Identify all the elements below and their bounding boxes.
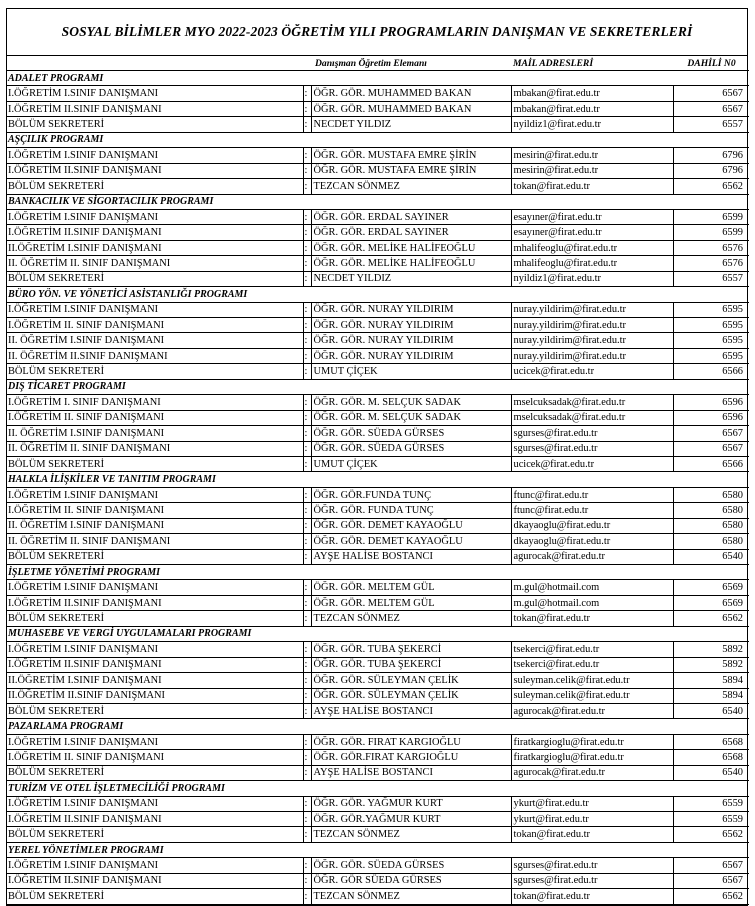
email-cell: agurocak@firat.edu.tr bbox=[511, 703, 673, 718]
role-cell: I.ÖĞRETİM II.SINIF DANIŞMANI bbox=[7, 812, 303, 827]
role-cell: BÖLÜM SEKRETERİ bbox=[7, 456, 303, 471]
email-cell: mhalifeoglu@firat.edu.tr bbox=[511, 240, 673, 255]
program-name: PAZARLAMA PROGRAMI bbox=[7, 719, 749, 734]
staff-name-cell: ÖĞR. GÖR. MELTEM GÜL bbox=[311, 580, 511, 595]
separator-cell: : bbox=[303, 395, 311, 410]
email-cell: firatkargioglu@firat.edu.tr bbox=[511, 734, 673, 749]
separator-cell: : bbox=[303, 487, 311, 502]
table-row bbox=[7, 179, 749, 194]
role-cell: II. ÖĞRETİM I.SINIF DANIŞMANI bbox=[7, 426, 303, 441]
separator-cell: : bbox=[303, 302, 311, 317]
extension-cell: 6576 bbox=[673, 256, 749, 271]
email-cell: ftunc@firat.edu.tr bbox=[511, 503, 673, 518]
role-cell: I.ÖĞRETİM I.SINIF DANIŞMANI bbox=[7, 487, 303, 502]
table-row bbox=[7, 364, 749, 379]
separator-cell: : bbox=[303, 580, 311, 595]
table-row bbox=[7, 410, 749, 425]
separator-cell: : bbox=[303, 595, 311, 610]
extension-cell: 6567 bbox=[673, 441, 749, 456]
email-cell: nuray.yildirim@firat.edu.tr bbox=[511, 318, 673, 333]
extension-cell: 6567 bbox=[673, 426, 749, 441]
email-cell: sgurses@firat.edu.tr bbox=[511, 858, 673, 873]
email-cell: mselcuksadak@firat.edu.tr bbox=[511, 410, 673, 425]
role-cell: I.ÖĞRETİM II. SINIF DANIŞMANI bbox=[7, 503, 303, 518]
separator-cell: : bbox=[303, 534, 311, 549]
staff-name-cell: AYŞE HALİSE BOSTANCI bbox=[311, 765, 511, 780]
extension-cell: 6562 bbox=[673, 179, 749, 194]
separator-cell: : bbox=[303, 873, 311, 888]
email-cell: agurocak@firat.edu.tr bbox=[511, 765, 673, 780]
staff-name-cell: ÖĞR. GÖR. NURAY YILDIRIM bbox=[311, 333, 511, 348]
extension-cell: 6562 bbox=[673, 611, 749, 626]
table-row bbox=[7, 271, 749, 286]
table-row bbox=[7, 750, 749, 765]
email-cell: mhalifeoglu@firat.edu.tr bbox=[511, 256, 673, 271]
staff-name-cell: ÖĞR. GÖR.YAĞMUR KURT bbox=[311, 812, 511, 827]
staff-name-cell: ÖĞR. GÖR. ERDAL SAYINER bbox=[311, 225, 511, 240]
advisor-table-document bbox=[6, 8, 748, 906]
role-cell: II. ÖĞRETİM I.SINIF DANIŞMANI bbox=[7, 333, 303, 348]
extension-cell: 5892 bbox=[673, 657, 749, 672]
email-cell: nyildiz1@firat.edu.tr bbox=[511, 271, 673, 286]
separator-header bbox=[303, 56, 311, 71]
table-row bbox=[7, 256, 749, 271]
staff-name-cell: ÖĞR. GÖR. ERDAL SAYINER bbox=[311, 209, 511, 224]
separator-cell: : bbox=[303, 101, 311, 116]
extension-cell: 6595 bbox=[673, 348, 749, 363]
email-cell: nyildiz1@firat.edu.tr bbox=[511, 117, 673, 132]
staff-name-cell: TEZCAN SÖNMEZ bbox=[311, 611, 511, 626]
table-row bbox=[7, 487, 749, 502]
staff-name-cell: ÖĞR. GÖR. MUHAMMED BAKAN bbox=[311, 101, 511, 116]
role-cell: I.ÖĞRETİM II.SINIF DANIŞMANI bbox=[7, 873, 303, 888]
separator-cell: : bbox=[303, 117, 311, 132]
role-cell: II. ÖĞRETİM II.SINIF DANIŞMANI bbox=[7, 348, 303, 363]
role-cell: I.ÖĞRETİM II. SINIF DANIŞMANI bbox=[7, 750, 303, 765]
staff-name-cell: ÖĞR. GÖR. TUBA ŞEKERCİ bbox=[311, 642, 511, 657]
separator-cell: : bbox=[303, 611, 311, 626]
role-cell: BÖLÜM SEKRETERİ bbox=[7, 179, 303, 194]
extension-cell: 6567 bbox=[673, 873, 749, 888]
extension-cell: 6566 bbox=[673, 456, 749, 471]
table-row bbox=[7, 549, 749, 564]
program-name: TURİZM VE OTEL İŞLETMECİLİĞİ PROGRAMI bbox=[7, 781, 749, 796]
extension-cell: 6576 bbox=[673, 240, 749, 255]
extension-cell: 6540 bbox=[673, 765, 749, 780]
table-row bbox=[7, 348, 749, 363]
email-cell: tsekerci@firat.edu.tr bbox=[511, 657, 673, 672]
advisor-table bbox=[7, 56, 749, 905]
staff-name-cell: TEZCAN SÖNMEZ bbox=[311, 889, 511, 904]
role-cell: I.ÖĞRETİM I.SINIF DANIŞMANI bbox=[7, 796, 303, 811]
role-cell: II. ÖĞRETİM II. SINIF DANIŞMANI bbox=[7, 534, 303, 549]
table-row bbox=[7, 503, 749, 518]
extension-cell: 6595 bbox=[673, 333, 749, 348]
table-row bbox=[7, 101, 749, 116]
extension-cell: 5892 bbox=[673, 642, 749, 657]
table-row bbox=[7, 318, 749, 333]
role-cell: BÖLÜM SEKRETERİ bbox=[7, 611, 303, 626]
role-cell: I.ÖĞRETİM II.SINIF DANIŞMANI bbox=[7, 225, 303, 240]
table-row bbox=[7, 734, 749, 749]
program-name: ADALET PROGRAMI bbox=[7, 71, 749, 86]
staff-name-cell: ÖĞR. GÖR. SÜEDA GÜRSES bbox=[311, 858, 511, 873]
extension-cell: 6596 bbox=[673, 395, 749, 410]
staff-name-cell: ÖĞR. GÖR. SÜLEYMAN ÇELİK bbox=[311, 673, 511, 688]
staff-name-cell: ÖĞR. GÖR. MELTEM GÜL bbox=[311, 595, 511, 610]
role-cell: I.ÖĞRETİM I.SINIF DANIŞMANI bbox=[7, 858, 303, 873]
program-name: DIŞ TİCARET PROGRAMI bbox=[7, 379, 749, 394]
table-row bbox=[7, 86, 749, 101]
separator-cell: : bbox=[303, 503, 311, 518]
extension-cell: 5894 bbox=[673, 673, 749, 688]
table-row bbox=[7, 688, 749, 703]
table-row bbox=[7, 426, 749, 441]
staff-name-cell: ÖĞR. GÖR. MUSTAFA EMRE ŞİRİN bbox=[311, 148, 511, 163]
email-cell: firatkargioglu@firat.edu.tr bbox=[511, 750, 673, 765]
role-cell: II.ÖĞRETİM I.SINIF DANIŞMANI bbox=[7, 240, 303, 255]
role-cell: BÖLÜM SEKRETERİ bbox=[7, 117, 303, 132]
extension-cell: 6796 bbox=[673, 148, 749, 163]
separator-cell: : bbox=[303, 333, 311, 348]
table-row bbox=[7, 765, 749, 780]
extension-cell: 6580 bbox=[673, 534, 749, 549]
program-heading-row bbox=[7, 781, 749, 796]
email-cell: ucicek@firat.edu.tr bbox=[511, 364, 673, 379]
role-cell: I.ÖĞRETİM II. SINIF DANIŞMANI bbox=[7, 410, 303, 425]
staff-name-cell: ÖĞR. GÖR. NURAY YILDIRIM bbox=[311, 348, 511, 363]
advisor-header: Danışman Öğretim Elemanı bbox=[311, 56, 511, 71]
separator-cell: : bbox=[303, 456, 311, 471]
extension-cell: 6599 bbox=[673, 209, 749, 224]
separator-cell: : bbox=[303, 889, 311, 904]
program-heading-row bbox=[7, 379, 749, 394]
email-cell: sgurses@firat.edu.tr bbox=[511, 426, 673, 441]
role-cell: BÖLÜM SEKRETERİ bbox=[7, 889, 303, 904]
staff-name-cell: ÖĞR. GÖR. SÜEDA GÜRSES bbox=[311, 426, 511, 441]
role-cell: I.ÖĞRETİM I.SINIF DANIŞMANI bbox=[7, 580, 303, 595]
email-cell: mbakan@firat.edu.tr bbox=[511, 101, 673, 116]
separator-cell: : bbox=[303, 812, 311, 827]
program-heading-row bbox=[7, 132, 749, 147]
staff-name-cell: UMUT ÇİÇEK bbox=[311, 364, 511, 379]
role-cell: II.ÖĞRETİM II.SINIF DANIŞMANI bbox=[7, 688, 303, 703]
role-cell: BÖLÜM SEKRETERİ bbox=[7, 549, 303, 564]
staff-name-cell: ÖĞR. GÖR. YAĞMUR KURT bbox=[311, 796, 511, 811]
separator-cell: : bbox=[303, 642, 311, 657]
separator-cell: : bbox=[303, 225, 311, 240]
separator-cell: : bbox=[303, 348, 311, 363]
extension-cell: 6559 bbox=[673, 812, 749, 827]
staff-name-cell: ÖĞR. GÖR. TUBA ŞEKERCİ bbox=[311, 657, 511, 672]
staff-name-cell: NECDET YILDIZ bbox=[311, 117, 511, 132]
table-row bbox=[7, 812, 749, 827]
table-row bbox=[7, 703, 749, 718]
staff-name-cell: ÖĞR. GÖR. DEMET KAYAOĞLU bbox=[311, 518, 511, 533]
table-row bbox=[7, 456, 749, 471]
separator-cell: : bbox=[303, 688, 311, 703]
email-cell: tokan@firat.edu.tr bbox=[511, 827, 673, 842]
program-name: MUHASEBE VE VERGİ UYGULAMALARI PROGRAMI bbox=[7, 626, 749, 641]
email-cell: nuray.yildirim@firat.edu.tr bbox=[511, 302, 673, 317]
table-row bbox=[7, 518, 749, 533]
role-cell: I.ÖĞRETİM I.SINIF DANIŞMANI bbox=[7, 734, 303, 749]
staff-name-cell: ÖĞR. GÖR. NURAY YILDIRIM bbox=[311, 318, 511, 333]
extension-cell: 6540 bbox=[673, 549, 749, 564]
table-header-row bbox=[7, 56, 749, 71]
email-cell: ykurt@firat.edu.tr bbox=[511, 796, 673, 811]
separator-cell: : bbox=[303, 426, 311, 441]
email-cell: mesirin@firat.edu.tr bbox=[511, 148, 673, 163]
email-cell: esayıner@firat.edu.tr bbox=[511, 209, 673, 224]
role-header bbox=[7, 56, 303, 71]
staff-name-cell: UMUT ÇİÇEK bbox=[311, 456, 511, 471]
role-cell: I.ÖĞRETİM II.SINIF DANIŞMANI bbox=[7, 595, 303, 610]
table-row bbox=[7, 333, 749, 348]
extension-cell: 6540 bbox=[673, 703, 749, 718]
staff-name-cell: ÖĞR. GÖR. M. SELÇUK SADAK bbox=[311, 410, 511, 425]
staff-name-cell: ÖĞR. GÖR. SÜLEYMAN ÇELİK bbox=[311, 688, 511, 703]
extension-cell: 6599 bbox=[673, 225, 749, 240]
separator-cell: : bbox=[303, 256, 311, 271]
extension-cell: 6566 bbox=[673, 364, 749, 379]
staff-name-cell: AYŞE HALİSE BOSTANCI bbox=[311, 549, 511, 564]
role-cell: I.ÖĞRETİM I.SINIF DANIŞMANI bbox=[7, 86, 303, 101]
table-row bbox=[7, 611, 749, 626]
table-row bbox=[7, 240, 749, 255]
program-name: İŞLETME YÖNETİMİ PROGRAMI bbox=[7, 565, 749, 580]
role-cell: I.ÖĞRETİM II.SINIF DANIŞMANI bbox=[7, 101, 303, 116]
extension-cell: 6580 bbox=[673, 487, 749, 502]
email-cell: tokan@firat.edu.tr bbox=[511, 179, 673, 194]
staff-name-cell: NECDET YILDIZ bbox=[311, 271, 511, 286]
staff-name-cell: ÖĞR. GÖR. M. SELÇUK SADAK bbox=[311, 395, 511, 410]
document-title: SOSYAL BİLİMLER MYO 2022-2023 ÖĞRETİM YILI PROGRAMLARIN DANIŞMAN VE SEKRETERLERİ bbox=[7, 9, 747, 56]
extension-cell: 6562 bbox=[673, 827, 749, 842]
email-cell: m.gul@hotmail.com bbox=[511, 595, 673, 610]
separator-cell: : bbox=[303, 318, 311, 333]
role-cell: BÖLÜM SEKRETERİ bbox=[7, 364, 303, 379]
extension-cell: 6568 bbox=[673, 750, 749, 765]
staff-name-cell: ÖĞR. GÖR.FIRAT KARGIOĞLU bbox=[311, 750, 511, 765]
email-cell: nuray.yildirim@firat.edu.tr bbox=[511, 348, 673, 363]
email-cell: agurocak@firat.edu.tr bbox=[511, 549, 673, 564]
program-name: BANKACILIK VE SİGORTACILIK PROGRAMI bbox=[7, 194, 749, 209]
table-row bbox=[7, 534, 749, 549]
separator-cell: : bbox=[303, 703, 311, 718]
separator-cell: : bbox=[303, 765, 311, 780]
staff-name-cell: TEZCAN SÖNMEZ bbox=[311, 827, 511, 842]
program-heading-row bbox=[7, 472, 749, 487]
role-cell: BÖLÜM SEKRETERİ bbox=[7, 703, 303, 718]
role-cell: BÖLÜM SEKRETERİ bbox=[7, 271, 303, 286]
role-cell: BÖLÜM SEKRETERİ bbox=[7, 827, 303, 842]
table-row bbox=[7, 827, 749, 842]
separator-cell: : bbox=[303, 657, 311, 672]
extension-cell: 6568 bbox=[673, 734, 749, 749]
mail-header: MAİL ADRESLERİ bbox=[511, 56, 673, 71]
program-name: HALKLA İLİŞKİLER VE TANITIM PROGRAMI bbox=[7, 472, 749, 487]
separator-cell: : bbox=[303, 410, 311, 425]
extension-cell: 6569 bbox=[673, 595, 749, 610]
email-cell: m.gul@hotmail.com bbox=[511, 580, 673, 595]
separator-cell: : bbox=[303, 549, 311, 564]
email-cell: nuray.yildirim@firat.edu.tr bbox=[511, 333, 673, 348]
role-cell: I.ÖĞRETİM I.SINIF DANIŞMANI bbox=[7, 302, 303, 317]
program-heading-row bbox=[7, 719, 749, 734]
email-cell: mselcuksadak@firat.edu.tr bbox=[511, 395, 673, 410]
email-cell: ykurt@firat.edu.tr bbox=[511, 812, 673, 827]
role-cell: II. ÖĞRETİM II. SINIF DANIŞMANI bbox=[7, 441, 303, 456]
table-row bbox=[7, 642, 749, 657]
email-cell: esayıner@firat.edu.tr bbox=[511, 225, 673, 240]
separator-cell: : bbox=[303, 240, 311, 255]
table-row bbox=[7, 858, 749, 873]
extension-cell: 6557 bbox=[673, 117, 749, 132]
role-cell: I.ÖĞRETİM I. SINIF DANIŞMANI bbox=[7, 395, 303, 410]
table-row bbox=[7, 673, 749, 688]
table-row bbox=[7, 580, 749, 595]
extension-cell: 6596 bbox=[673, 410, 749, 425]
staff-name-cell: ÖĞR. GÖR.FUNDA TUNÇ bbox=[311, 487, 511, 502]
separator-cell: : bbox=[303, 364, 311, 379]
staff-name-cell: AYŞE HALİSE BOSTANCI bbox=[311, 703, 511, 718]
program-heading-row bbox=[7, 194, 749, 209]
staff-name-cell: ÖĞR. GÖR. DEMET KAYAOĞLU bbox=[311, 534, 511, 549]
email-cell: suleyman.celik@firat.edu.tr bbox=[511, 673, 673, 688]
program-name: BÜRO YÖN. VE YÖNETİCİ ASİSTANLIĞI PROGRAMI bbox=[7, 287, 749, 302]
table-row bbox=[7, 657, 749, 672]
email-cell: dkayaoglu@firat.edu.tr bbox=[511, 518, 673, 533]
email-cell: mesirin@firat.edu.tr bbox=[511, 163, 673, 178]
separator-cell: : bbox=[303, 673, 311, 688]
separator-cell: : bbox=[303, 179, 311, 194]
extension-cell: 6567 bbox=[673, 858, 749, 873]
extension-cell: 6562 bbox=[673, 889, 749, 904]
program-heading-row bbox=[7, 565, 749, 580]
extension-cell: 6569 bbox=[673, 580, 749, 595]
email-cell: tsekerci@firat.edu.tr bbox=[511, 642, 673, 657]
extension-cell: 6567 bbox=[673, 101, 749, 116]
table-row bbox=[7, 302, 749, 317]
table-row bbox=[7, 395, 749, 410]
staff-name-cell: ÖĞR. GÖR. MELİKE HALİFEOĞLU bbox=[311, 256, 511, 271]
role-cell: I.ÖĞRETİM II.SINIF DANIŞMANI bbox=[7, 163, 303, 178]
extension-cell: 6595 bbox=[673, 302, 749, 317]
staff-name-cell: ÖĞR. GÖR. MELİKE HALİFEOĞLU bbox=[311, 240, 511, 255]
program-heading-row bbox=[7, 287, 749, 302]
email-cell: sgurses@firat.edu.tr bbox=[511, 441, 673, 456]
extension-cell: 6557 bbox=[673, 271, 749, 286]
table-row bbox=[7, 117, 749, 132]
program-name: AŞÇILIK PROGRAMI bbox=[7, 132, 749, 147]
staff-name-cell: ÖĞR. GÖR. MUSTAFA EMRE ŞİRİN bbox=[311, 163, 511, 178]
role-cell: II.ÖĞRETİM I.SINIF DANIŞMANI bbox=[7, 673, 303, 688]
separator-cell: : bbox=[303, 86, 311, 101]
table-row bbox=[7, 209, 749, 224]
separator-cell: : bbox=[303, 518, 311, 533]
program-heading-row bbox=[7, 842, 749, 857]
separator-cell: : bbox=[303, 734, 311, 749]
table-row bbox=[7, 148, 749, 163]
extension-cell: 6796 bbox=[673, 163, 749, 178]
table-row bbox=[7, 796, 749, 811]
email-cell: ftunc@firat.edu.tr bbox=[511, 487, 673, 502]
staff-name-cell: ÖĞR. GÖR. FUNDA TUNÇ bbox=[311, 503, 511, 518]
table-row bbox=[7, 595, 749, 610]
extension-cell: 6567 bbox=[673, 86, 749, 101]
extension-cell: 6595 bbox=[673, 318, 749, 333]
role-cell: II. ÖĞRETİM II. SINIF DANIŞMANI bbox=[7, 256, 303, 271]
role-cell: BÖLÜM SEKRETERİ bbox=[7, 765, 303, 780]
extension-cell: 6559 bbox=[673, 796, 749, 811]
extension-header: DAHİLİ N0 bbox=[673, 56, 749, 71]
table-row bbox=[7, 225, 749, 240]
staff-name-cell: ÖĞR. GÖR. FIRAT KARGIOĞLU bbox=[311, 734, 511, 749]
staff-name-cell: ÖĞR. GÖR. MUHAMMED BAKAN bbox=[311, 86, 511, 101]
table-row bbox=[7, 441, 749, 456]
role-cell: I.ÖĞRETİM I.SINIF DANIŞMANI bbox=[7, 148, 303, 163]
separator-cell: : bbox=[303, 796, 311, 811]
separator-cell: : bbox=[303, 148, 311, 163]
email-cell: dkayaoglu@firat.edu.tr bbox=[511, 534, 673, 549]
extension-cell: 6580 bbox=[673, 503, 749, 518]
email-cell: tokan@firat.edu.tr bbox=[511, 611, 673, 626]
extension-cell: 6580 bbox=[673, 518, 749, 533]
separator-cell: : bbox=[303, 441, 311, 456]
separator-cell: : bbox=[303, 163, 311, 178]
table-row bbox=[7, 889, 749, 904]
separator-cell: : bbox=[303, 858, 311, 873]
email-cell: mbakan@firat.edu.tr bbox=[511, 86, 673, 101]
email-cell: suleyman.celik@firat.edu.tr bbox=[511, 688, 673, 703]
email-cell: tokan@firat.edu.tr bbox=[511, 889, 673, 904]
separator-cell: : bbox=[303, 209, 311, 224]
email-cell: sgurses@firat.edu.tr bbox=[511, 873, 673, 888]
staff-name-cell: ÖĞR. GÖR SÜEDA GÜRSES bbox=[311, 873, 511, 888]
staff-name-cell: ÖĞR. GÖR. NURAY YILDIRIM bbox=[311, 302, 511, 317]
program-name: YEREL YÖNETİMLER PROGRAMI bbox=[7, 842, 749, 857]
extension-cell: 5894 bbox=[673, 688, 749, 703]
staff-name-cell: ÖĞR. GÖR. SÜEDA GÜRSES bbox=[311, 441, 511, 456]
program-heading-row bbox=[7, 626, 749, 641]
table-row bbox=[7, 873, 749, 888]
separator-cell: : bbox=[303, 750, 311, 765]
email-cell: ucicek@firat.edu.tr bbox=[511, 456, 673, 471]
role-cell: II. ÖĞRETİM I.SINIF DANIŞMANI bbox=[7, 518, 303, 533]
program-heading-row bbox=[7, 71, 749, 86]
separator-cell: : bbox=[303, 271, 311, 286]
role-cell: I.ÖĞRETİM I.SINIF DANIŞMANI bbox=[7, 209, 303, 224]
table-row bbox=[7, 163, 749, 178]
separator-cell: : bbox=[303, 827, 311, 842]
role-cell: I.ÖĞRETİM I.SINIF DANIŞMANI bbox=[7, 642, 303, 657]
staff-name-cell: TEZCAN SÖNMEZ bbox=[311, 179, 511, 194]
advisor-table-body bbox=[7, 56, 749, 904]
role-cell: I.ÖĞRETİM II. SINIF DANIŞMANI bbox=[7, 318, 303, 333]
role-cell: I.ÖĞRETİM II.SINIF DANIŞMANI bbox=[7, 657, 303, 672]
